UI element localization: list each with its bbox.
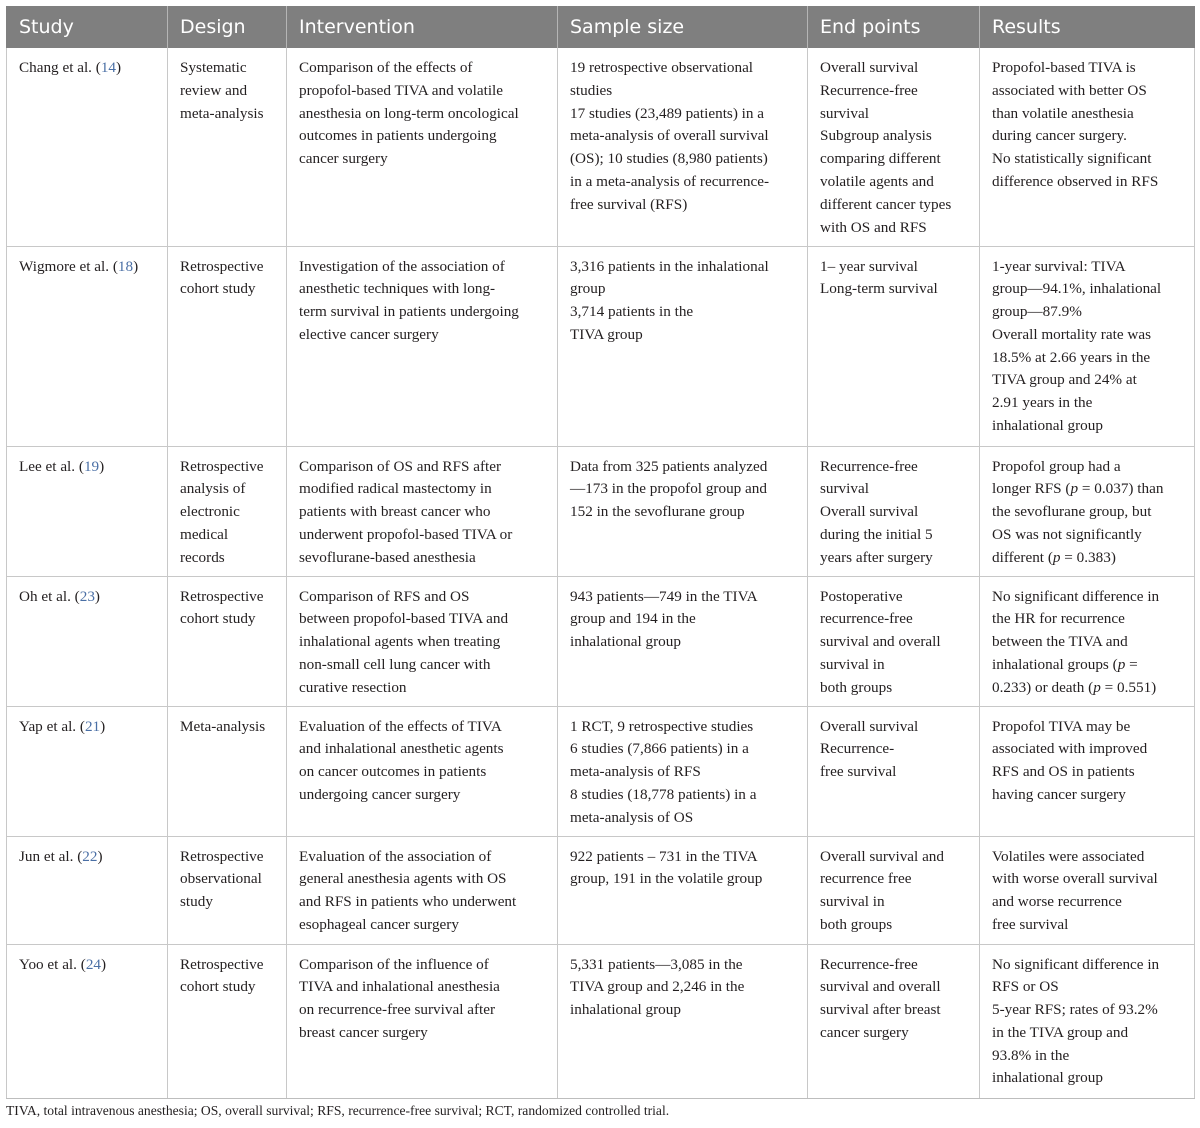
cell-line: Overall survival [820,717,919,735]
cell-line: observational [180,870,262,888]
cell-line: Retrospective [180,257,264,275]
study-name: Oh et al. [19,587,71,605]
sample-size-cell [558,446,808,576]
cell-line: 3,714 patients in the [570,303,694,321]
cell-line: 19 retrospective observational [570,59,754,76]
cell-line: group—87.9% [992,303,1082,321]
cell-line: studies [570,81,613,99]
cell-line: longer RFS (p = 0.037) than [992,480,1164,498]
cell-line: cohort study [180,978,256,996]
cell-line: inhalational group [570,633,681,651]
end-points-cell [808,944,980,1098]
cell-line: electronic [180,503,240,521]
cell-line: on recurrence-free survival after [299,1001,496,1019]
study-cell: Chang et al. (14) [7,48,168,246]
cell-line: sevoflurane-based anesthesia [299,548,476,566]
cell-line: and worse recurrence [992,893,1122,911]
table-row [7,576,1195,706]
cell-line: Long-term survival [820,280,938,298]
cell-line: free survival [820,763,897,781]
column-header-study: Study [7,6,168,48]
cell-line: Propofol group had a [992,457,1121,475]
cell-line: 5-year RFS; rates of 93.2% [992,1001,1158,1019]
intervention-cell [287,246,558,446]
sample-size-cell [558,944,808,1098]
cell-line: TIVA group and 24% at [992,371,1137,389]
cell-line: RFS and OS in patients [992,763,1135,781]
sample-size-cell [558,48,808,246]
cell-line: cohort study [180,280,256,298]
cell-line: the HR for recurrence [992,610,1125,628]
cell-line: meta-analysis of RFS [570,763,701,781]
cell-line: medical [180,525,229,543]
sample-size-cell [558,706,808,836]
cell-line: survival in [820,893,885,911]
cell-line: survival after breast [820,1001,941,1019]
results-cell [980,576,1195,706]
cell-line: 943 patients—749 in the TIVA [570,587,758,605]
cell-line: 1– year survival [820,257,918,275]
cell-line: cohort study [180,610,256,628]
cell-line: Meta-analysis [180,717,266,735]
cell-line: review and [180,81,248,99]
cell-line: modified radical mastectomy in [299,480,492,498]
cell-line: Comparison of the effects of [299,59,473,76]
design-cell [168,944,287,1098]
cell-line: Subgroup analysis [820,127,932,145]
table-row [7,836,1195,944]
cell-line: survival [820,104,869,122]
cell-line: underwent propofol-based TIVA or [299,525,513,543]
results-cell [980,246,1195,446]
cell-line: anesthesia on long-term oncological [299,104,519,122]
cell-line: Retrospective [180,587,264,605]
cell-line: survival and overall [820,978,941,996]
cell-line: inhalational agents when treating [299,633,501,651]
cell-line: meta-analysis [180,104,264,122]
cell-line: group [570,280,606,298]
cell-line: patients with breast cancer who [299,503,491,521]
design-cell [168,48,287,246]
end-points-cell [808,246,980,446]
cell-line: inhalational group [992,1069,1103,1087]
cell-line: Overall mortality rate was [992,325,1151,343]
cell-line: years after surgery [820,548,933,566]
cell-line: survival and overall [820,633,941,651]
cell-line: Recurrence- [820,740,895,758]
cell-line: Overall survival [820,503,919,521]
cell-line: the sevoflurane group, but [992,503,1152,521]
study-cell: Yoo et al. (24) [7,944,168,1098]
results-cell [980,944,1195,1098]
column-header-results: Results [980,6,1195,48]
cell-line: group—94.1%, inhalational [992,280,1162,298]
cell-line: term survival in patients undergoing [299,303,519,321]
cell-line: 3,316 patients in the inhalational [570,257,769,275]
table-row [7,706,1195,836]
cell-line: No significant difference in [992,587,1160,605]
study-cell: Oh et al. (23) [7,576,168,706]
cell-line: Propofol-based TIVA is [992,59,1136,76]
table-body [7,48,1195,1098]
cell-line: 8 studies (18,778 patients) in a [570,785,757,803]
cell-line: meta-analysis of overall survival [570,127,769,145]
study-name: Wigmore et al. [19,257,110,275]
cell-line: Comparison of OS and RFS after [299,457,502,475]
cell-line: different (p = 0.383) [992,548,1116,566]
cell-line: volatile agents and [820,172,934,190]
cell-line: 93.8% in the [992,1046,1070,1064]
intervention-cell [287,836,558,944]
cell-line: Recurrence-free [820,457,918,475]
cell-line: outcomes in patients undergoing [299,127,497,145]
cell-line: Data from 325 patients analyzed [570,457,768,475]
cell-line: Investigation of the association of [299,257,505,275]
cell-line: RFS or OS [992,978,1059,996]
cell-line: Overall survival and [820,847,944,865]
study-cell: Lee et al. (19) [7,446,168,576]
cell-line: inhalational group [992,417,1103,435]
cell-line: between propofol-based TIVA and [299,610,509,628]
evidence-table [6,6,1195,1099]
end-points-cell [808,836,980,944]
cell-line: Recurrence-free [820,81,918,99]
cell-line: with worse overall survival [992,870,1158,888]
sample-size-cell [558,576,808,706]
cell-line: 18.5% at 2.66 years in the [992,348,1151,366]
cell-line: No significant difference in [992,955,1160,973]
cell-line: survival in [820,655,885,673]
cell-line: breast cancer surgery [299,1023,428,1041]
cell-line: 922 patients – 731 in the TIVA [570,847,758,865]
table-footnote: TIVA, total intravenous anesthesia; OS, overall survival; RFS, recurrence-free survival; RCT, randomized controlled trial. [6,1103,670,1118]
cell-line: TIVA group [570,325,643,343]
cell-line: Postoperative [820,587,903,605]
cell-line: during the initial 5 [820,525,933,543]
study-cell: Yap et al. (21) [7,706,168,836]
cell-line: TIVA group and 2,246 in the [570,978,745,996]
cell-line: 1 RCT, 9 retrospective studies [570,717,754,735]
reference-link[interactable]: 14 [100,59,117,76]
intervention-cell [287,48,558,246]
cell-line: No statistically significant [992,150,1152,168]
cell-line: Retrospective [180,847,264,865]
cell-line: propofol-based TIVA and volatile [299,81,504,99]
cell-line: Comparison of the influence of [299,955,489,973]
cell-line: meta-analysis of OS [570,808,694,826]
reference-link[interactable]: 22 [82,847,98,865]
cell-line: records [180,548,225,566]
study-name: Chang et al. [19,59,92,76]
cell-line: associated with improved [992,740,1148,758]
cell-line: non-small cell lung cancer with [299,655,491,673]
cell-line: 2.91 years in the [992,394,1093,412]
cell-line: during cancer surgery. [992,127,1127,145]
reference-link[interactable]: 24 [85,955,101,973]
cell-line: undergoing cancer surgery [299,785,461,803]
cell-line: difference observed in RFS [992,172,1159,190]
cell-line: associated with better OS [992,81,1147,99]
design-cell [168,706,287,836]
design-cell [168,446,287,576]
intervention-cell [287,706,558,836]
study-name: Lee et al. [19,457,76,475]
end-points-cell [808,576,980,706]
cell-line: Systematic [180,59,247,76]
results-cell [980,48,1195,246]
cell-line: analysis of [180,480,246,498]
cell-line: 152 in the sevoflurane group [570,503,745,521]
cell-line: and inhalational anesthetic agents [299,740,504,758]
cell-line: Propofol TIVA may be [992,717,1131,735]
cell-line: cancer surgery [299,150,388,168]
design-cell [168,246,287,446]
cell-line: Recurrence-free [820,955,918,973]
cell-line: (OS); 10 studies (8,980 patients) [570,150,768,168]
cell-line: and RFS in patients who underwent [299,893,517,911]
end-points-cell [808,48,980,246]
cell-line: study [180,893,213,911]
cell-line: general anesthesia agents with OS [299,870,507,888]
cell-line: both groups [820,915,893,933]
results-cell [980,446,1195,576]
study-cell: Jun et al. (22) [7,836,168,944]
cell-line: curative resection [299,678,407,696]
reference-link[interactable]: 18 [117,257,134,275]
reference-link[interactable]: 19 [83,457,100,475]
cell-line: recurrence-free [820,610,913,628]
column-header-end-points: End points [808,6,980,48]
cell-line: free survival (RFS) [570,195,688,213]
cell-line: inhalational groups (p = [992,655,1138,673]
cell-line: Retrospective [180,955,264,973]
design-cell [168,576,287,706]
cell-line: with OS and RFS [820,218,927,236]
cell-line: different cancer types [820,195,952,213]
column-header-design: Design [168,6,287,48]
cell-line: TIVA and inhalational anesthesia [299,978,500,996]
table-row [7,944,1195,1098]
end-points-cell [808,706,980,836]
table-header-row [7,6,1195,48]
cell-line: group and 194 in the [570,610,696,628]
cell-line: group, 191 in the volatile group [570,870,763,888]
cell-line: 1-year survival: TIVA [992,257,1126,275]
cell-line: elective cancer surgery [299,325,439,343]
intervention-cell [287,944,558,1098]
reference-link[interactable]: 23 [79,587,95,605]
cell-line: between the TIVA and [992,633,1128,651]
cell-line: free survival [992,915,1069,933]
cell-line: Comparison of RFS and OS [299,587,470,605]
cell-line: 17 studies (23,489 patients) in a [570,104,765,122]
study-name: Jun et al. [19,847,74,865]
cell-line: 0.233) or death (p = 0.551) [992,678,1157,696]
cell-line: Retrospective [180,457,264,475]
table-row [7,246,1195,446]
cell-line: Overall survival [820,59,919,76]
reference-link[interactable]: 21 [84,717,101,735]
intervention-cell [287,446,558,576]
cell-line: esophageal cancer surgery [299,915,459,933]
end-points-cell [808,446,980,576]
cell-line: anesthetic techniques with long- [299,280,496,298]
cell-line: on cancer outcomes in patients [299,763,487,781]
table-row [7,446,1195,576]
design-cell [168,836,287,944]
cell-line: than volatile anesthesia [992,104,1134,122]
cell-line: —173 in the propofol group and [570,480,767,498]
sample-size-cell [558,836,808,944]
cell-line: 6 studies (7,866 patients) in a [570,740,749,758]
study-cell: Wigmore et al. (18) [7,246,168,446]
cell-line: in the TIVA group and [992,1023,1129,1041]
cell-line: comparing different [820,150,941,168]
table-row [7,48,1195,246]
cell-line: cancer surgery [820,1023,909,1041]
column-header-sample-size: Sample size [558,6,808,48]
cell-line: survival [820,480,869,498]
cell-line: having cancer surgery [992,785,1126,803]
cell-line: both groups [820,678,893,696]
results-cell [980,706,1195,836]
column-header-intervention: Intervention [287,6,558,48]
cell-line: Evaluation of the effects of TIVA [299,717,502,735]
cell-line: OS was not significantly [992,525,1142,543]
cell-line: 5,331 patients—3,085 in the [570,955,743,973]
study-name: Yoo et al. [19,955,77,973]
cell-line: inhalational group [570,1001,681,1019]
sample-size-cell [558,246,808,446]
cell-line: recurrence free [820,870,912,888]
cell-line: in a meta-analysis of recurrence- [570,172,770,190]
cell-line: Volatiles were associated [992,847,1145,865]
cell-line: Evaluation of the association of [299,847,492,865]
results-cell [980,836,1195,944]
intervention-cell [287,576,558,706]
study-name: Yap et al. [19,717,77,735]
